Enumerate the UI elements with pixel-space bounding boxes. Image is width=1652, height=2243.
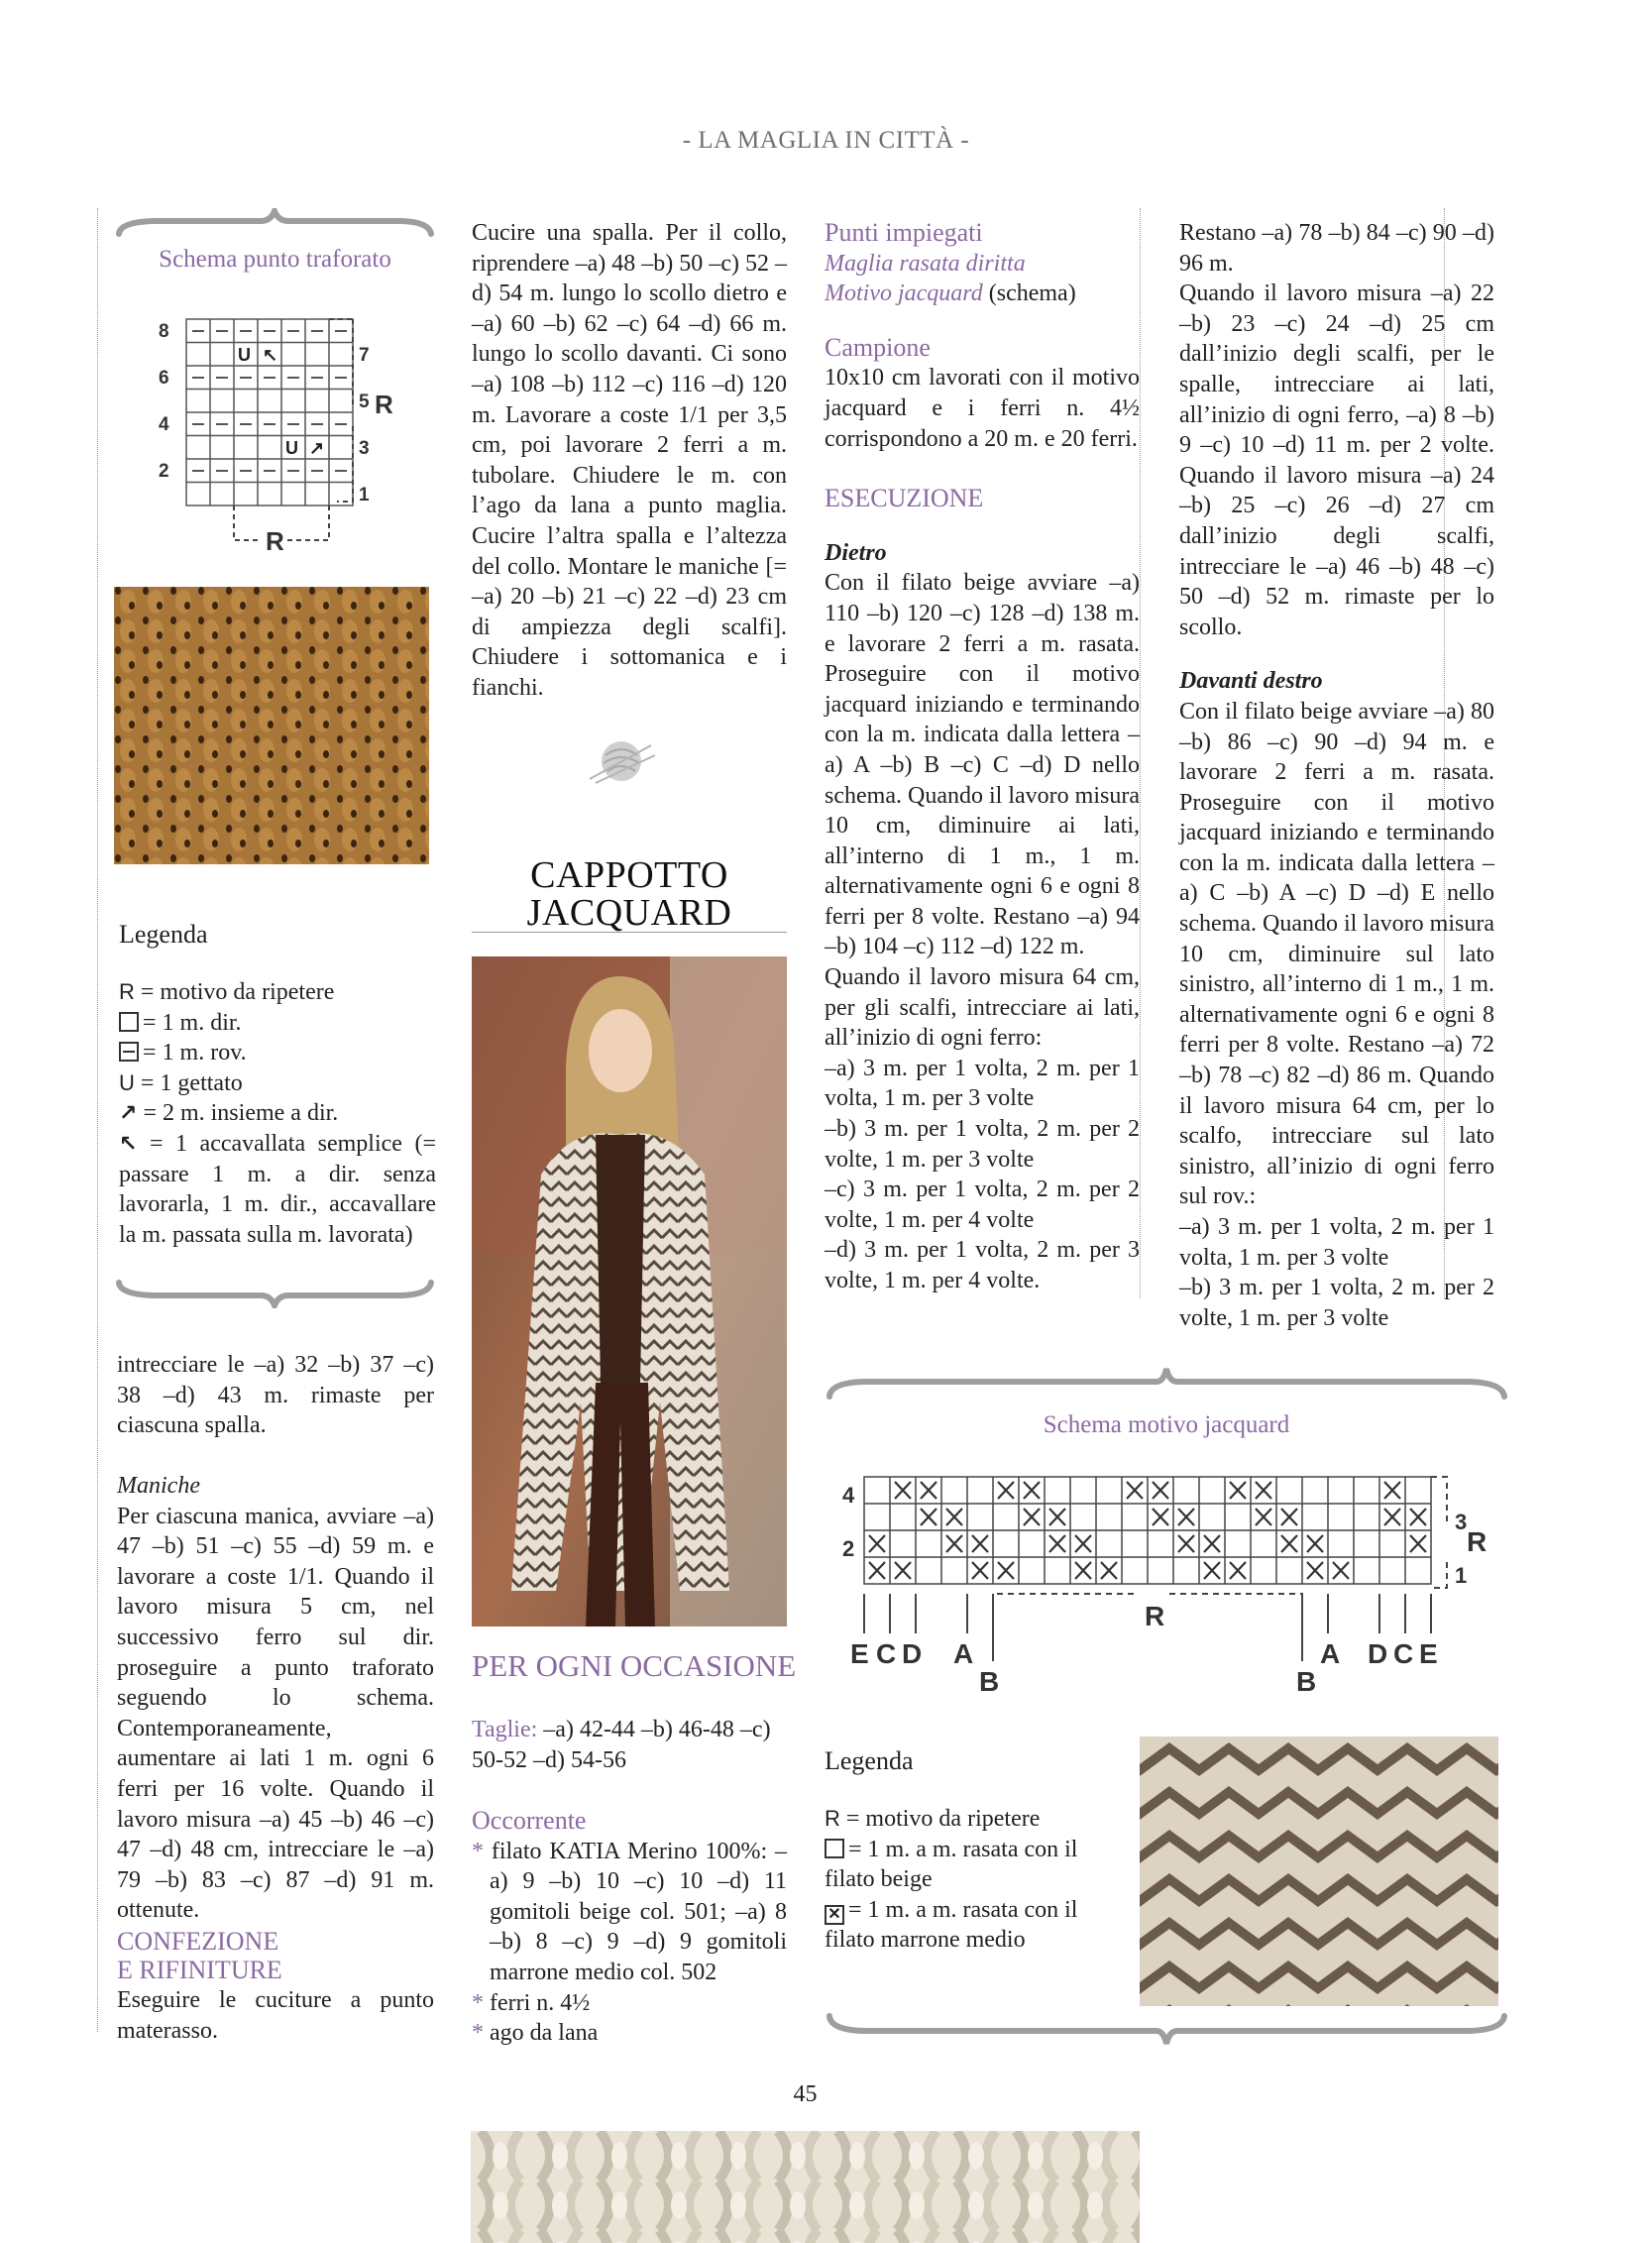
- repeat-label: R: [1145, 1601, 1165, 1631]
- contrast-stitch-mark: [921, 1482, 936, 1499]
- row-label: 1: [1455, 1563, 1468, 1588]
- stitch-item: Maglia rasata diritta: [825, 250, 1026, 277]
- start-letter: B: [1296, 1666, 1317, 1697]
- yarn-over-mark: U: [238, 345, 251, 365]
- contrast-stitch-mark: [1178, 1535, 1194, 1552]
- contrast-stitch-mark: [1410, 1509, 1426, 1525]
- legend-item: = 1 m. rov.: [119, 1038, 436, 1068]
- legend-item: ↗ = 2 m. insieme a dir.: [119, 1100, 339, 1127]
- k2tog-mark: ↗: [309, 438, 325, 458]
- contrast-stitch-mark: [1024, 1482, 1040, 1499]
- esecuzione-title: ESECUZIONE: [825, 484, 984, 513]
- supply-item: * filato KATIA Merino 100%: –a) 9 –b) 10 –c) 10 –d) 11 gomitoli beige col. 501; –a) 8 –b) 8 –c) 9 –d) 9 gomitoli marrone medio col. 502: [472, 1838, 787, 1985]
- row-label: 1: [359, 485, 370, 505]
- contrast-stitch-mark: [1281, 1509, 1297, 1525]
- running-header: - LA MAGLIA IN CITTÀ -: [682, 127, 970, 154]
- legend-item: U = 1 gettato: [119, 1069, 243, 1096]
- dietro-line: –a) 3 m. per 1 volta, 2 m. per 1 volta, 1 m. per 3 volte: [825, 1055, 1140, 1112]
- cable-knit-strip-photo: [471, 2131, 1140, 2243]
- dietro-text: Con il filato beige avviare –a) 110 –b) 120 –c) 128 –d) 138 m. e lavorare 2 ferri a m. rasata. Proseguire con il motivo jacquard iniziando e terminando con la m. indicata dalla lettera –a) A –b) B –c) C –d) D nello schema. Quando il lavoro misura 10 cm, diminuire ai lati, all’interno di 1 m., 1 m. alternativamente ogni 6 e ogni 8 ferri per 8 volte. Restano –a) 94 –b) 104 –c) 112 –d) 122 m.: [825, 570, 1140, 960]
- davanti-title: Davanti destro: [1179, 668, 1323, 695]
- davanti-line: –a) 3 m. per 1 volta, 2 m. per 1 volta, 1 m. per 3 volte: [1179, 1214, 1494, 1271]
- supply-item: * ago da lana: [472, 2020, 599, 2047]
- box-bottom-border: [114, 1279, 436, 1308]
- row-label: 7: [359, 345, 370, 366]
- legend-item: R = motivo da ripetere: [119, 979, 335, 1005]
- title-underline: [472, 932, 787, 933]
- col4-text-1: Restano –a) 78 –b) 84 –c) 90 –d) 96 m.: [1179, 220, 1494, 277]
- legend-item: ✕ = 1 m. a m. rasata con il filato marrone medio: [825, 1896, 1078, 1954]
- contrast-stitch-mark: [921, 1509, 936, 1525]
- row-label: 2: [159, 461, 169, 482]
- contrast-stitch-mark: [1178, 1509, 1194, 1525]
- row-label: 6: [159, 368, 169, 389]
- start-letter: E: [850, 1638, 869, 1669]
- maniche-title: Maniche: [117, 1473, 200, 1499]
- legend-item: = 1 m. dir.: [119, 1008, 436, 1039]
- start-letter: D: [902, 1638, 923, 1669]
- skpo-icon: ↖: [119, 1130, 138, 1156]
- legend-title: Legenda: [119, 920, 208, 949]
- davanti-line: –b) 3 m. per 1 volta, 2 m. per 2 volte, 1 m. per 3 volte: [1179, 1275, 1494, 1331]
- jacquard-chart: [832, 1467, 1506, 1715]
- yarn-over-mark: U: [285, 438, 298, 458]
- chart-title: Schema punto traforato: [159, 246, 391, 273]
- legend-item: R = motivo da ripetere: [825, 1806, 1041, 1832]
- beige-square-icon: [825, 1839, 844, 1858]
- dietro-line: –c) 3 m. per 1 volta, 2 m. per 2 volte, 1 m. per 4 volte: [825, 1177, 1140, 1233]
- dietro-line: –d) 3 m. per 1 volta, 2 m. per 3 volte, 1 m. per 4 volte.: [825, 1237, 1140, 1293]
- start-letter: E: [1419, 1638, 1438, 1669]
- contrast-stitch-mark: [1204, 1562, 1220, 1579]
- contrast-stitch-mark: [1410, 1535, 1426, 1552]
- jacquard-legend: [825, 1804, 1122, 1956]
- dietro-title: Dietro: [825, 539, 887, 566]
- contrast-stitch-mark: [869, 1562, 885, 1579]
- repeat-label: R: [375, 390, 393, 419]
- start-letter: C: [1393, 1638, 1414, 1669]
- maniche-text: Per ciascuna manica, avviare –a) 47 –b) 51 –c) 55 –d) 59 m. e lavorare a coste 1/1. Quando il lavoro misura 5 cm, nel successivo ferro sul dir. proseguire a punto traforato seguendo lo schema. Contemporaneamente, aumentare ai lati 1 m. ogni 6 ferri per 16 volte. Quando il lavoro misura –a) 45 –b) 46 –c) 47 –d) 48 cm, intrecciare le –a) 79 –b) 83 –c) 87 –d) 91 m. ottenute.: [117, 1503, 434, 1924]
- supply-item: * ferri n. 4½: [472, 1989, 591, 2016]
- lace-swatch-photo: [114, 587, 429, 864]
- knit-square-icon: [119, 1012, 139, 1032]
- dietro-text: Quando il lavoro misura 64 cm, per gli scalfi, intrecciare ai lati, all’inizio di ogni ferro:: [825, 964, 1140, 1052]
- confezione-title: E RIFINITURE: [117, 1955, 282, 1984]
- jacquard-chart-title: Schema motivo jacquard: [1043, 1411, 1290, 1438]
- contrast-stitch-mark: [1384, 1509, 1400, 1525]
- repeat-label: R: [1467, 1526, 1487, 1557]
- start-letter: C: [876, 1638, 897, 1669]
- yarn-ball-icon: [580, 733, 659, 788]
- lace-legend: [119, 977, 436, 1250]
- row-label: 5: [359, 392, 370, 412]
- davanti-text: Con il filato beige avviare –a) 80 –b) 86 –c) 90 –d) 94 m. e lavorare 2 ferri a m. rasata. Proseguire con il motivo jacquard iniziando e terminando con la m. indicata dalla lettera –a) C –b) A –c) D –d) E nello schema. Quando il lavoro misura 10 cm, diminuire sul lato sinistro, all’interno di 1 m., 1 m. alternativamente ogni 6 e ogni 8 ferri per 8 volte. Restano –a) 72 –b) 78 –c) 82 –d) 86 m. Quando il lavoro misura 64 cm, per lo scalfo, intrecciare sul lato sinistro, all’inizio di ogni ferro sul rov.:: [1179, 698, 1494, 1210]
- column-rule: [1140, 208, 1141, 1298]
- row-label: 4: [159, 414, 169, 435]
- purl-square-icon: [119, 1042, 139, 1062]
- row-label: 3: [359, 438, 370, 459]
- contrast-stitch-mark: [1230, 1562, 1246, 1579]
- col1-continued-text: intrecciare le –a) 32 –b) 37 –c) 38 –d) 43 m. rimaste per ciascuna spalla.: [117, 1352, 434, 1439]
- contrast-stitch-mark: [1256, 1509, 1271, 1525]
- contrast-stitch-mark: [998, 1482, 1014, 1499]
- contrast-stitch-mark: [1075, 1535, 1091, 1552]
- confezione-title: CONFEZIONE: [117, 1927, 279, 1956]
- row-label: 2: [842, 1536, 855, 1561]
- start-letter: A: [1320, 1638, 1341, 1669]
- contrast-stitch-mark: [895, 1482, 911, 1499]
- contrast-stitch-mark: [1024, 1509, 1040, 1525]
- pattern-title: CAPPOTTO JACQUARD: [526, 854, 732, 934]
- confezione-section: [117, 1927, 434, 2046]
- contrast-stitch-mark: [998, 1562, 1014, 1579]
- contrast-stitch-mark: [1307, 1562, 1323, 1579]
- contrast-stitch-mark: [1127, 1482, 1143, 1499]
- brown-cross-square-icon: ✕: [825, 1905, 844, 1925]
- col4-text-2: Quando il lavoro misura –a) 22 –b) 23 –c) 24 –d) 25 cm dall’inizio degli scalfi, per le spalle, intrecciare ai lati, all’inizio di ogni ferro, –a) 8 –b) 9 –c) 10 –d) 11 m. per 2 volte. Quando il lavoro misura –a) 24 –b) 25 –c) 26 –d) 27 cm dall’inizio degli scalfi, intrecciare le –a) 46 –b) 48 –c) 50 –d) 52 m. rimaste per lo scollo.: [1179, 280, 1494, 640]
- contrast-stitch-mark: [895, 1562, 911, 1579]
- contrast-stitch-mark: [1153, 1482, 1168, 1499]
- row-label: 4: [842, 1483, 855, 1508]
- campione-text: 10x10 cm lavorati con il motivo jacquard e i ferri n. 4½ corrispondono a 20 m. e 20 ferri.: [825, 365, 1140, 452]
- occorrente-section: [472, 1806, 787, 2049]
- col2-intro-text: Cucire una spalla. Per il collo, riprendere –a) 48 –b) 50 –c) 52 –d) 54 m. lungo lo scollo dietro e –a) 60 –b) 62 –c) 64 –d) 66 m. lungo lo scollo davanti. Ci sono –a) 108 –b) 112 –c) 116 –d) 120 m. Lavorare a coste 1/1 per 3,5 cm, poi lavorare 2 ferri a m. tubolare. Chiudere le m. con l’ago da lana a punto maglia. Cucire l’altra spalla e l’altezza del collo. Montare le maniche [= –a) 20 –b) 21 –c) 22 –d) 23 cm di ampiezza degli scalfi]. Chiudere i sottomanica e i fianchi.: [472, 220, 787, 701]
- column-rule: [97, 208, 98, 2032]
- model-photo: [472, 956, 787, 1626]
- row-label: 8: [159, 321, 169, 342]
- contrast-stitch-mark: [1307, 1535, 1323, 1552]
- punti-title: Punti impiegati: [825, 218, 983, 247]
- contrast-stitch-mark: [1230, 1482, 1246, 1499]
- contrast-stitch-mark: [946, 1535, 962, 1552]
- contrast-stitch-mark: [1333, 1562, 1349, 1579]
- k2tog-icon: ↗: [119, 1100, 138, 1126]
- row-label: 3: [1455, 1510, 1468, 1534]
- lace-stitch-chart: [149, 307, 416, 575]
- jacquard-legend-title: Legenda: [825, 1746, 914, 1775]
- confezione-text: Eseguire le cuciture a punto materasso.: [117, 1987, 434, 2044]
- page-number: 45: [793, 2081, 818, 2107]
- jacquard-box-top-border: [825, 1363, 1508, 1402]
- contrast-stitch-mark: [1384, 1482, 1400, 1499]
- start-letter: D: [1368, 1638, 1388, 1669]
- contrast-stitch-mark: [1256, 1482, 1271, 1499]
- taglie-section: Taglie: –a) 42-44 –b) 46-48 –c) 50-52 –d) 54-56: [472, 1717, 771, 1773]
- col4-text: [1179, 218, 1494, 1333]
- contrast-stitch-mark: [1153, 1509, 1168, 1525]
- start-letter: B: [979, 1666, 1000, 1697]
- contrast-stitch-mark: [946, 1509, 962, 1525]
- start-letter: A: [953, 1638, 974, 1669]
- occasion-heading: PER OGNI OCCASIONE: [472, 1648, 797, 1683]
- repeat-label: R: [266, 526, 284, 556]
- dietro-line: –b) 3 m. per 1 volta, 2 m. per 2 volte, 1 m. per 3 volte: [825, 1116, 1140, 1173]
- skpo-mark: ↖: [263, 345, 278, 365]
- contrast-stitch-mark: [972, 1562, 988, 1579]
- col3-text: [825, 218, 1140, 1296]
- legend-item: = 1 m. a m. rasata con il filato beige: [825, 1836, 1078, 1893]
- campione-title: Campione: [825, 332, 931, 362]
- stitch-item: Motivo jacquard (schema): [825, 280, 1076, 307]
- contrast-stitch-mark: [1049, 1535, 1065, 1552]
- contrast-stitch-mark: [1204, 1535, 1220, 1552]
- contrast-stitch-mark: [1281, 1535, 1297, 1552]
- contrast-stitch-mark: [1075, 1562, 1091, 1579]
- jacquard-swatch-photo: [1140, 1737, 1498, 2006]
- occorrente-title: Occorrente: [472, 1806, 587, 1835]
- maniche-section: [117, 1471, 434, 1926]
- jacquard-box-bottom-border: [825, 2010, 1508, 2050]
- legend-item: ↖ = 1 accavallata semplice (= passare 1 m. a dir. senza lavorarla, 1 m. dir., accavallare la m. passata sulla m. lavorata): [119, 1130, 437, 1248]
- box-top-border: [114, 208, 436, 238]
- contrast-stitch-mark: [1049, 1509, 1065, 1525]
- contrast-stitch-mark: [972, 1535, 988, 1552]
- contrast-stitch-mark: [1101, 1562, 1117, 1579]
- contrast-stitch-mark: [869, 1535, 885, 1552]
